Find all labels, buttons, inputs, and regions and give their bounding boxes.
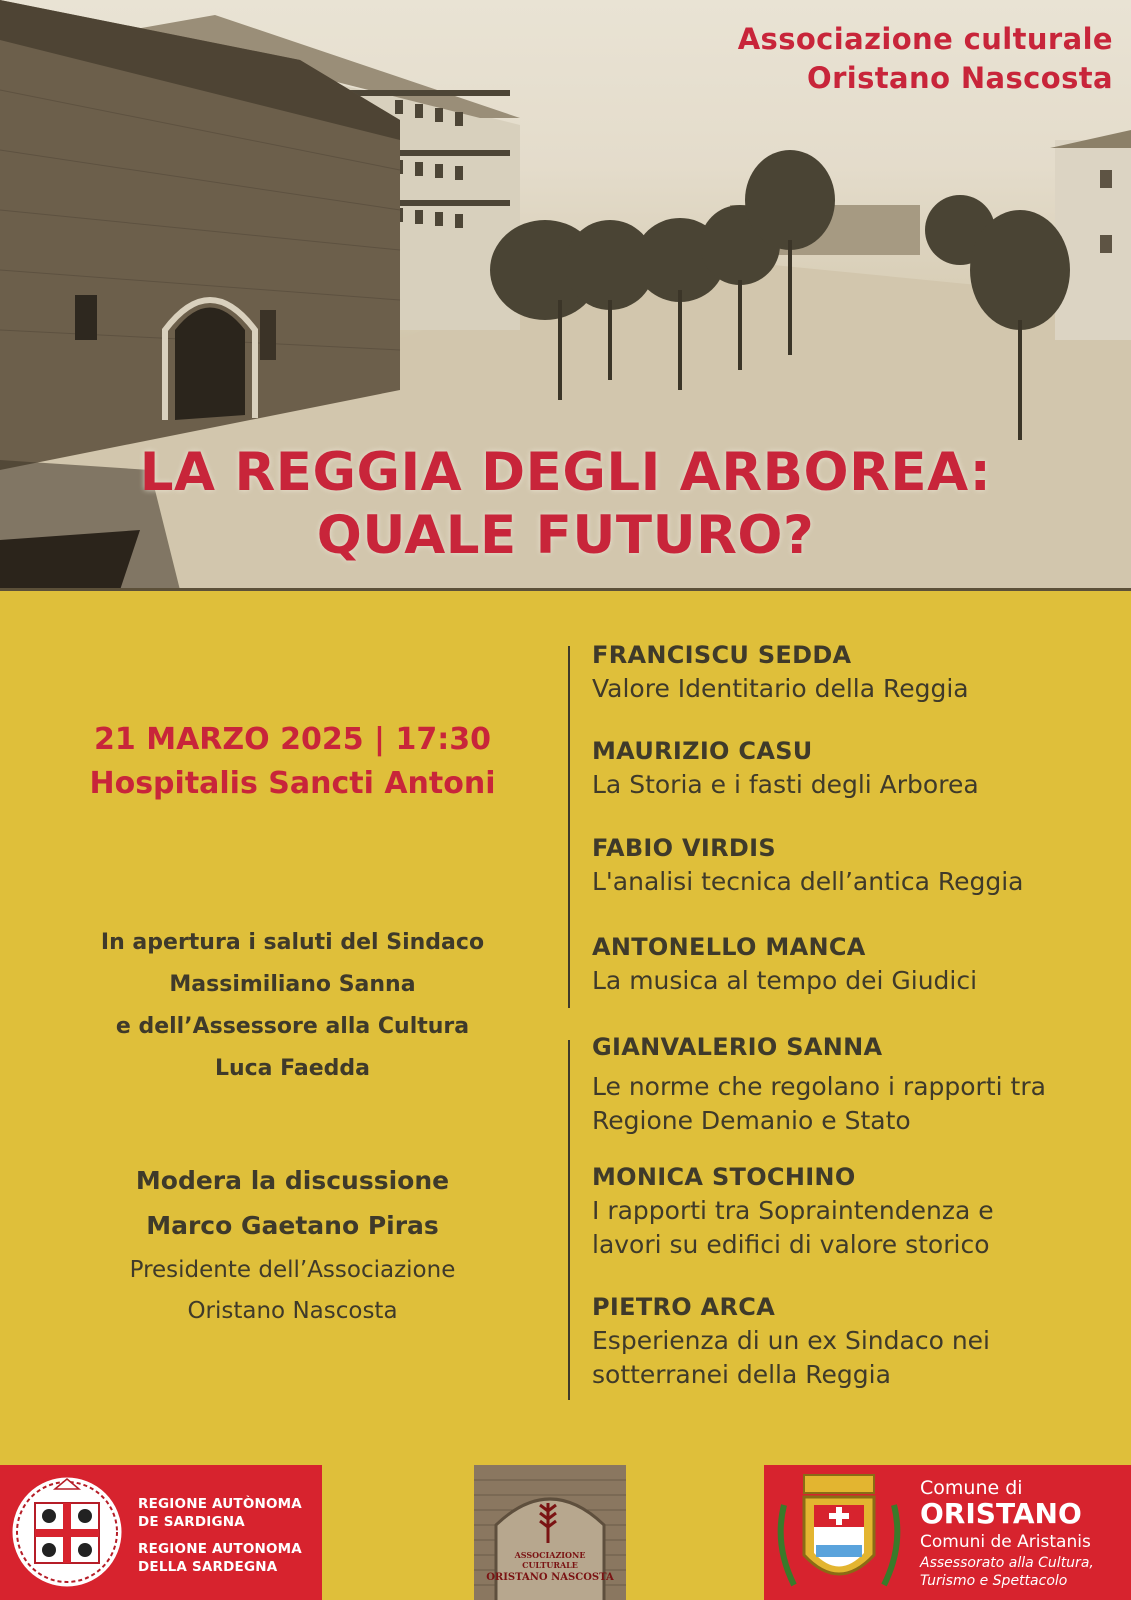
speaker-item — [592, 1160, 1112, 1262]
event-venue: Hospitalis Sancti Antoni — [89, 766, 496, 801]
mayor-name: Massimiliano Sanna — [169, 972, 416, 997]
speaker-item — [592, 930, 1112, 998]
speaker-name: FABIO VIRDIS — [592, 834, 776, 862]
association-line-1: Associazione culturale — [737, 22, 1113, 56]
associazione-logo — [474, 1465, 626, 1600]
speaker-topic: La Storia e i fasti degli Arborea — [592, 770, 979, 799]
moderator-role-line-2: Oristano Nascosta — [187, 1298, 398, 1324]
oristano-coat-of-arms-icon — [764, 1465, 914, 1600]
regione-line-1: REGIONE AUTÒNOMA — [138, 1496, 302, 1512]
comune-oristano-logo — [764, 1465, 1131, 1600]
comune-line-3: Comuni de Aristanis — [920, 1532, 1091, 1552]
moderator-block — [20, 1158, 565, 1248]
association-line-2: Oristano Nascosta — [807, 61, 1113, 95]
sardinia-coat-of-arms-icon — [0, 1465, 130, 1600]
column-divider — [568, 1040, 570, 1400]
assessor-name: Luca Faedda — [214, 1056, 371, 1081]
column-divider — [568, 646, 570, 1008]
comune-name: ORISTANO — [920, 1497, 1082, 1530]
moderator-role — [20, 1250, 565, 1332]
comune-line-1: Comune di — [920, 1477, 1023, 1499]
event-info — [20, 718, 565, 806]
associazione-line-2: CULTURALE — [522, 1560, 578, 1570]
speaker-name: ANTONELLO MANCA — [592, 933, 866, 961]
speaker-name: FRANCISCU SEDDA — [592, 641, 852, 669]
opening-greetings — [20, 922, 565, 1090]
regione-line-2: DE SARDIGNA — [138, 1514, 245, 1530]
moderator-name: Marco Gaetano Piras — [146, 1211, 439, 1240]
speaker-name: PIETRO ARCA — [592, 1293, 776, 1321]
comune-line-4: Assessorato alla Cultura, — [920, 1555, 1094, 1571]
speaker-topic: La musica al tempo dei Giudici — [592, 966, 978, 995]
comune-line-5: Turismo e Spettacolo — [920, 1573, 1068, 1589]
regione-line-3: REGIONE AUTONOMA — [138, 1541, 302, 1557]
speaker-topic: I rapporti tra Sopraintendenza e — [592, 1196, 994, 1225]
associazione-line-3: ORISTANO NASCOSTA — [486, 1572, 614, 1583]
speaker-topic: sotterranei della Reggia — [592, 1360, 891, 1389]
speaker-topic: Regione Demanio e Stato — [592, 1106, 911, 1135]
event-title-line-1: LA REGGIA DEGLI ARBOREA: — [139, 442, 992, 503]
speaker-name: GIANVALERIO SANNA — [592, 1033, 883, 1061]
opening-line: In apertura i saluti del Sindaco — [100, 930, 485, 955]
speaker-item — [592, 638, 1112, 706]
event-title-line-2: QUALE FUTURO? — [316, 505, 815, 566]
speaker-topic: lavori su edifici di valore storico — [592, 1230, 990, 1259]
hero-divider — [0, 588, 1131, 591]
speaker-topic: Le norme che regolano i rapporti tra — [592, 1072, 1046, 1101]
moderator-role-line-1: Presidente dell’Associazione — [129, 1257, 456, 1283]
speaker-item — [592, 1290, 1112, 1392]
speaker-topic: L'analisi tecnica dell’antica Reggia — [592, 867, 1024, 896]
speaker-item — [592, 734, 1112, 802]
associazione-line-1: ASSOCIAZIONE — [514, 1550, 586, 1560]
regione-sardegna-logo — [0, 1465, 322, 1600]
opening-line: e dell’Assessore alla Cultura — [115, 1014, 470, 1039]
association-name — [738, 20, 1113, 98]
speaker-item — [592, 1030, 1112, 1138]
speaker-name: MAURIZIO CASU — [592, 737, 813, 765]
moderator-label: Modera la discussione — [135, 1166, 450, 1195]
speaker-topic: Valore Identitario della Reggia — [592, 674, 969, 703]
speaker-topic: Esperienza di un ex Sindaco nei — [592, 1326, 990, 1355]
regione-line-4: DELLA SARDEGNA — [138, 1559, 278, 1575]
speaker-name: MONICA STOCHINO — [592, 1163, 856, 1191]
speaker-item — [592, 831, 1112, 899]
hero-photo — [0, 0, 1131, 590]
event-date-time: 21 MARZO 2025 | 17:30 — [94, 722, 491, 757]
